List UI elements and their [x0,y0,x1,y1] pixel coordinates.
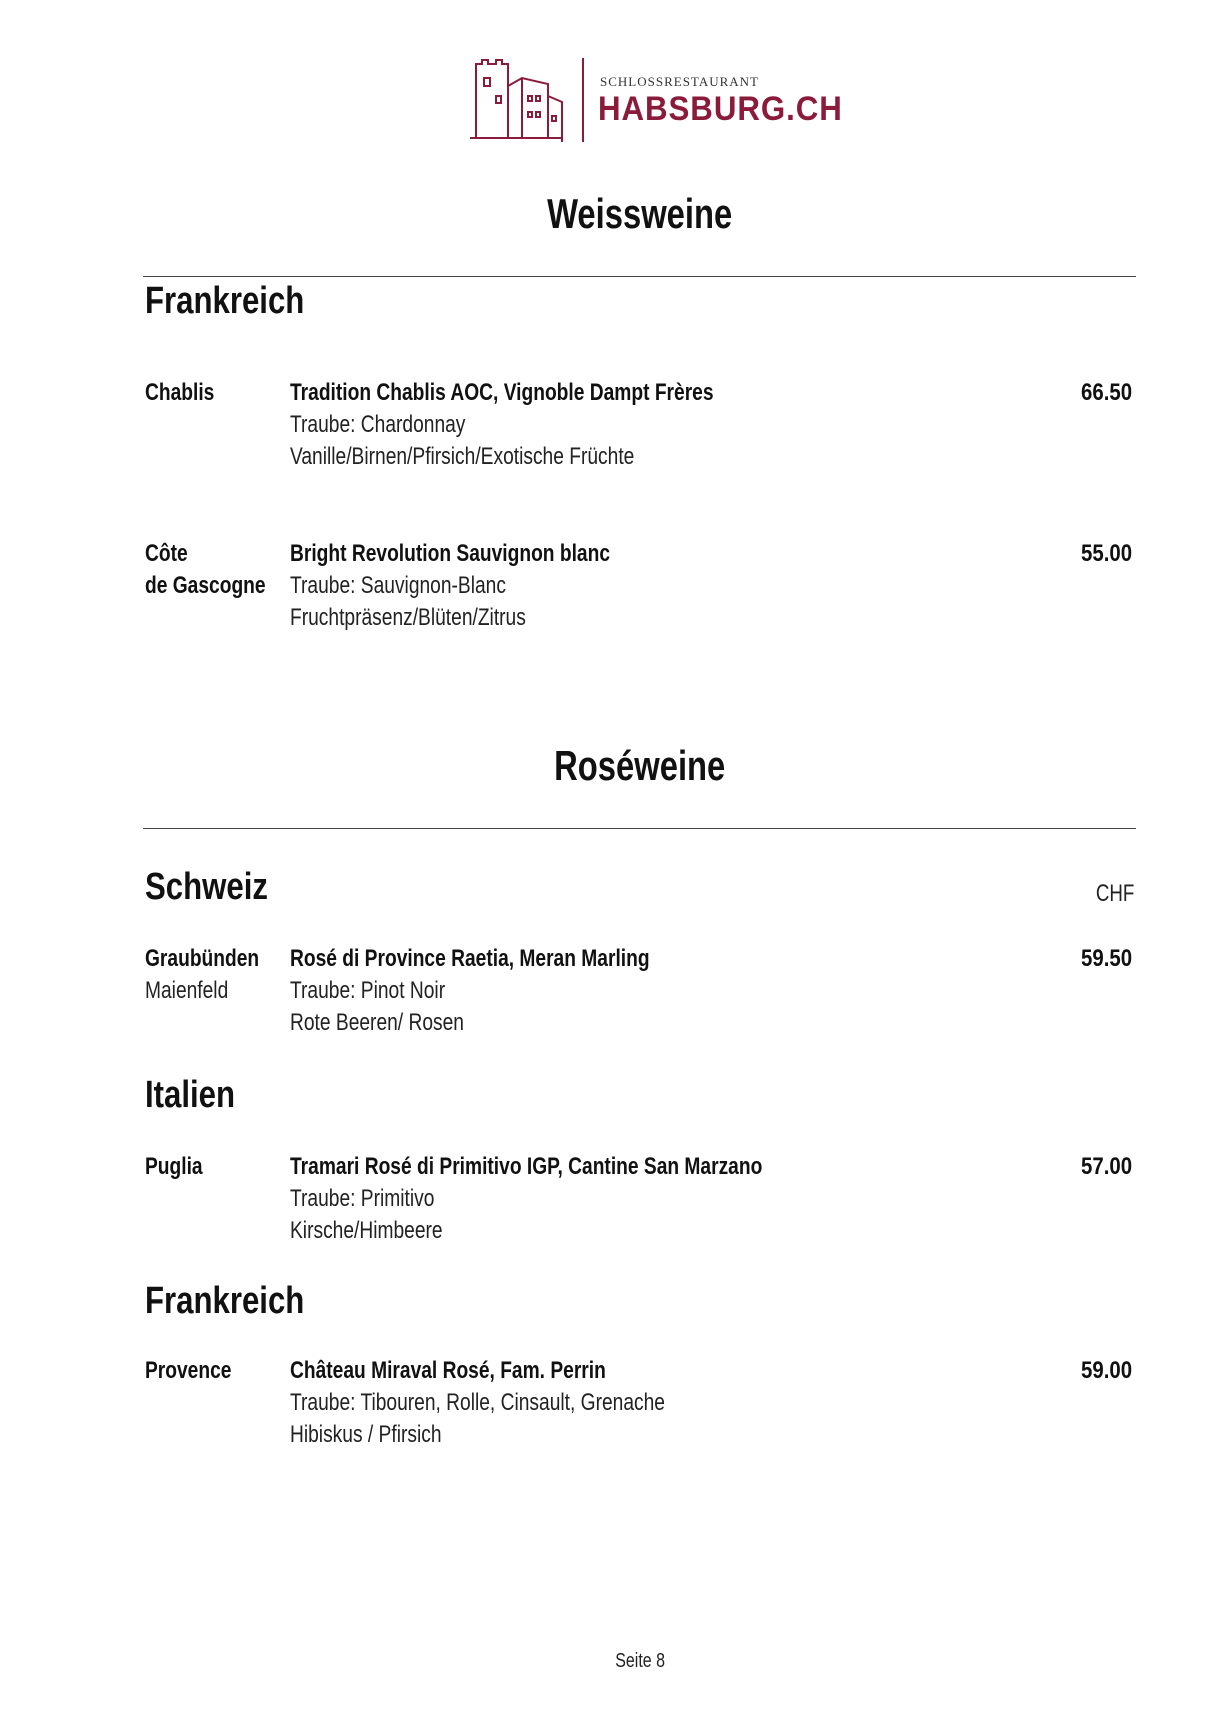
wine-price: 59.00 [1080,1357,1132,1384]
origin-region: Puglia [145,1153,203,1180]
region-heading-france: Frankreich [145,1280,305,1322]
wine-name: Tramari Rosé di Primitivo IGP, Cantine San Marzano [290,1153,763,1180]
logo-subtitle: SCHLOSSRESTAURANT [600,74,759,89]
wine-notes: Kirsche/Himbeere [290,1217,443,1244]
wine-name: Bright Revolution Sauvignon blanc [290,540,611,567]
wine-notes: Rote Beeren/ Rosen [290,1009,464,1036]
wine-grape: Traube: Chardonnay [290,411,466,438]
wine-origin [145,377,285,409]
wine-notes: Fruchtpräsenz/Blüten/Zitrus [290,604,526,631]
wine-price: 59.50 [1080,945,1132,972]
wine-details [290,1151,880,1247]
logo-divider [582,58,584,142]
wine-name: Château Miraval Rosé, Fam. Perrin [290,1357,606,1384]
origin-region: Chablis [145,379,215,406]
wine-details [290,538,690,634]
origin-region: Graubünden [145,945,260,972]
wine-grape: Traube: Tibouren, Rolle, Cinsault, Grenache [290,1389,665,1416]
region-heading-france: Frankreich [145,280,305,322]
region-heading-switzerland: Schweiz [145,866,268,908]
wine-price: 57.00 [1080,1153,1132,1180]
wine-origin [145,1151,285,1183]
wine-name: Tradition Chablis AOC, Vignoble Dampt Frères [290,379,714,406]
wine-notes: Vanille/Birnen/Pfirsich/Exotische Früchte [290,443,635,470]
wine-grape: Traube: Primitivo [290,1185,435,1212]
section-divider [143,828,1136,829]
wine-price: 55.00 [1080,540,1132,567]
region-heading-italy: Italien [145,1074,236,1116]
currency-label: CHF [1095,880,1134,907]
logo-title: HABSBURG.CH [598,90,843,128]
wine-notes: Hibiskus / Pfirsich [290,1421,442,1448]
wine-name: Rosé di Province Raetia, Meran Marling [290,945,650,972]
section-divider [143,276,1136,277]
origin-region: Provence [145,1357,232,1384]
wine-origin [145,538,285,602]
wine-details [290,943,739,1039]
wine-details [290,1355,759,1451]
wine-grape: Traube: Sauvignon-Blanc [290,572,506,599]
origin-subregion: de Gascogne [145,572,266,599]
origin-region: Côte [145,540,188,567]
origin-subregion: Maienfeld [145,977,229,1004]
wine-price: 66.50 [1080,379,1132,406]
wine-grape: Traube: Pinot Noir [290,977,446,1004]
restaurant-logo [470,56,843,152]
page-number: Seite 8 [615,1650,665,1672]
wine-details [290,377,819,473]
section-title-white-wines: Weissweine [547,190,733,237]
section-title-rose-wines: Roséweine [554,742,726,789]
wine-origin [145,943,285,1007]
wine-origin [145,1355,285,1387]
castle-icon [470,56,580,142]
